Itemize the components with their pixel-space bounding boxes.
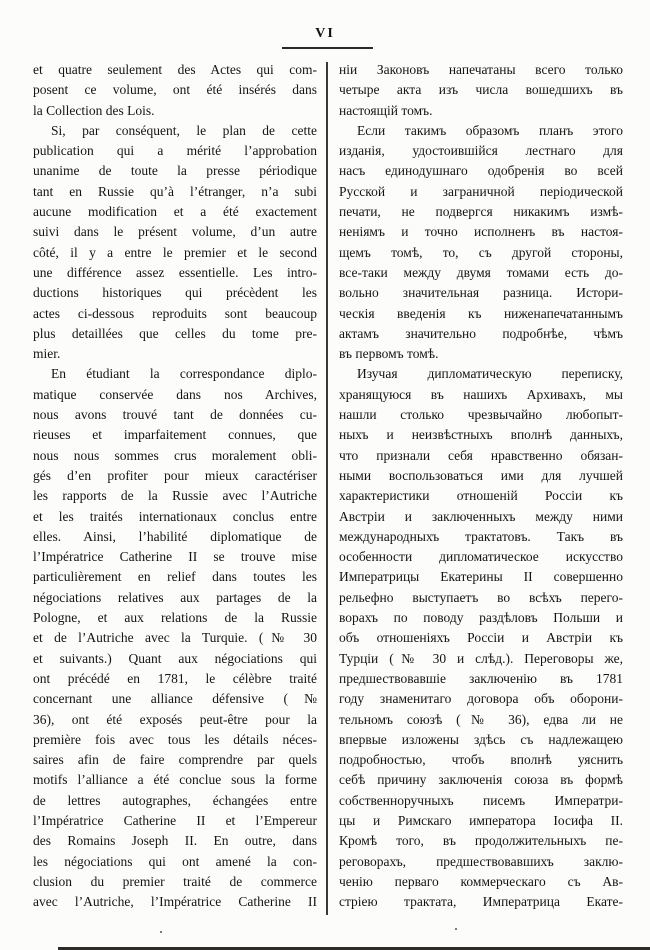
text-line: Pologne, et aux relations de la Russie [33,610,317,626]
text-line: цы и Римскаго императора Іосифа II. [339,812,623,828]
text-line: ными воспользоваться ими для лучшей [339,467,623,483]
text-line: nous nous sommes crus moralement obli- [33,447,317,463]
header-rule [282,47,373,49]
text-line: concernant une alliance défensive (№ [33,691,317,707]
text-line: Изучая дипломатическую переписку, [357,366,623,382]
text-line: международныхъ трактатовъ. Такъ въ [339,528,623,544]
text-line: publication qui a mérité l’approbation [33,143,317,159]
text-line: Австріи и заключенныхъ между ними [339,508,623,524]
text-line: въ первомъ томѣ. [339,346,439,362]
scan-speck [455,928,457,930]
text-line: rieuses et imparfaitement connues, que [33,427,317,443]
text-line: Императрицы Екатерины II совершенно [339,569,623,585]
text-line: актамъ значительно подробнѣе, чѣмъ [339,325,623,341]
text-columns [33,60,623,912]
text-line: clusion du premier traité de commerce [33,873,317,889]
text-line: plus detaillées que celles du tome pre- [33,325,317,341]
text-line: впервые изложены здѣсь съ надлежащею [339,731,623,747]
french-text-column [33,60,317,912]
text-line: Si, par conséquent, le plan de cette [51,122,317,138]
text-line: характеристики отношеній Россіи къ [339,488,623,504]
text-line: côté, il y a entre le premier et le second [33,244,317,260]
text-line: première fois avec tous les détails néces- [33,731,317,747]
text-line: et quatre seulement des Actes qui com- [33,62,317,77]
text-line: de lettres autographes, échangées entre [33,792,317,808]
text-line: объ отношеніяхъ Россіи и Австріи къ [339,630,623,646]
text-line: une différence assez essentielle. Les intro- [33,264,317,280]
text-line: стріею трактата, Императрица Екате- [339,894,623,910]
text-line: motifs l’alliance a été conclue sous la forme [33,772,317,788]
text-line: собственноручныхъ писемъ Императри- [339,792,623,808]
text-line: En étudiant la correspondance diplo- [51,366,317,382]
text-line: печати, не подвергся никакимъ измѣ- [339,204,623,220]
text-line: насъ единодушнаго одобренія во всей [339,163,623,179]
text-line: posent ce volume, ont été insérés dans [33,82,317,98]
text-line: Русской и заграничной періодической [339,183,623,199]
text-line: ныхъ и неизвѣстныхъ вполнѣ данныхъ, [339,427,623,443]
text-line: ont précédé en 1781, le célèbre traité [33,670,317,686]
text-line: gés d’en profiter pour mieux caractériser [33,467,317,483]
text-line: nous avons trouvé tant de données cu- [33,407,317,423]
text-line: Кромѣ того, въ продолжительныхъ пе- [339,833,623,849]
text-line: unanime de toute la presse périodique [33,163,317,179]
text-line: предшествовавшіе заключенію въ 1781 [339,670,623,686]
text-line: et de l’Autriche avec la Turquie. (№ 30 [33,630,317,646]
text-line: рельефно выступаетъ во всѣхъ перего- [339,589,623,605]
text-line: actes ci-dessous reproduits sont beaucoup [33,305,317,321]
text-line: щемъ томѣ, то, съ другой стороны, [339,244,623,260]
text-line: négociations relatives aux partages de la [33,589,317,605]
text-line: mier. [33,346,61,362]
text-line: ченію перваго коммерческаго съ Ав- [339,873,623,889]
text-line: изданія, удостоившійся лестнаго для [339,143,623,159]
text-line: l’Impératrice Catherine II se trouve mise [33,549,317,565]
text-line: нашли столько чрезвычайно любопыт- [339,407,623,423]
text-line: avec l’Autriche, l’Impératrice Catherine II [33,894,317,910]
text-line: хранящуюся въ нашихъ Архивахъ, мы [339,386,623,402]
text-line: тельномъ союзѣ (№ 36), едва ли не [339,711,623,727]
text-line: ніи Законовъ напечатаны всего только [339,62,623,77]
text-line: ворахъ по поводу раздѣловъ Польши и [339,610,623,626]
text-line: настоящій томъ. [339,102,433,118]
text-line: et suivants.) Quant aux négociations qui [33,650,317,666]
text-line: saires afin de faire comprendre par quels [33,752,317,768]
page-header [0,24,650,42]
text-line: et les traités internationaux conclus entre [33,508,317,524]
text-line: aucune modification et a été exactement [33,204,317,220]
text-line: подробностью, чтобъ вполнѣ уяснить [339,752,623,768]
text-line: году знаменитаго договора объ оборони- [339,691,623,707]
text-line: Турціи (№ 30 и слѣд.). Переговоры же, [339,650,623,666]
page-number: VI [315,26,335,41]
text-line: les rapports de la Russie avec l’Autriche [33,488,317,504]
text-line: tant en Russie qu’à l’étranger, n’a subi [33,183,317,199]
text-line: Если такимъ образомъ планъ этого [357,122,623,138]
text-line: четыре акта изъ числа вошедшихъ въ [339,82,623,98]
text-line: des Romains Joseph II. En outre, dans [33,833,317,849]
text-line: что признали себя нравственно обязан- [339,447,623,463]
russian-text-column [339,60,623,912]
column-divider-rule [326,62,328,915]
text-line: l’Impératrice Catherine II et l’Empereur [33,812,317,828]
text-line: matique conservée dans nos Archives, [33,386,317,402]
text-line: вольно значительная разница. Истори- [339,285,623,301]
text-line: suivi dans le présent volume, d’un autre [33,224,317,240]
text-line: ческія введенія къ ниженапечатаннымъ [339,305,623,321]
text-line: ductions historiques qui précèdent les [33,285,317,301]
text-line: 36), ont été exposés peut-être pour la [33,711,317,727]
text-line: неніямъ и точно исполненъ въ настоя- [339,224,623,240]
text-line: elles. Ainsi, l’habilité diplomatique de [33,528,317,544]
text-line: particulièrement en relief dans toutes les [33,569,317,585]
text-line: реговорахъ, предшествовавшихъ заклю- [339,853,623,869]
text-line: особенности дипломатическое искусство [339,549,623,565]
text-line: себѣ причину заключенія союза въ формѣ [339,772,623,788]
text-line: les négociations qui ont amené la con- [33,853,317,869]
text-line: la Collection des Lois. [33,102,155,118]
text-line: все-таки между двумя томами есть до- [339,264,623,280]
scan-speck [160,931,162,933]
